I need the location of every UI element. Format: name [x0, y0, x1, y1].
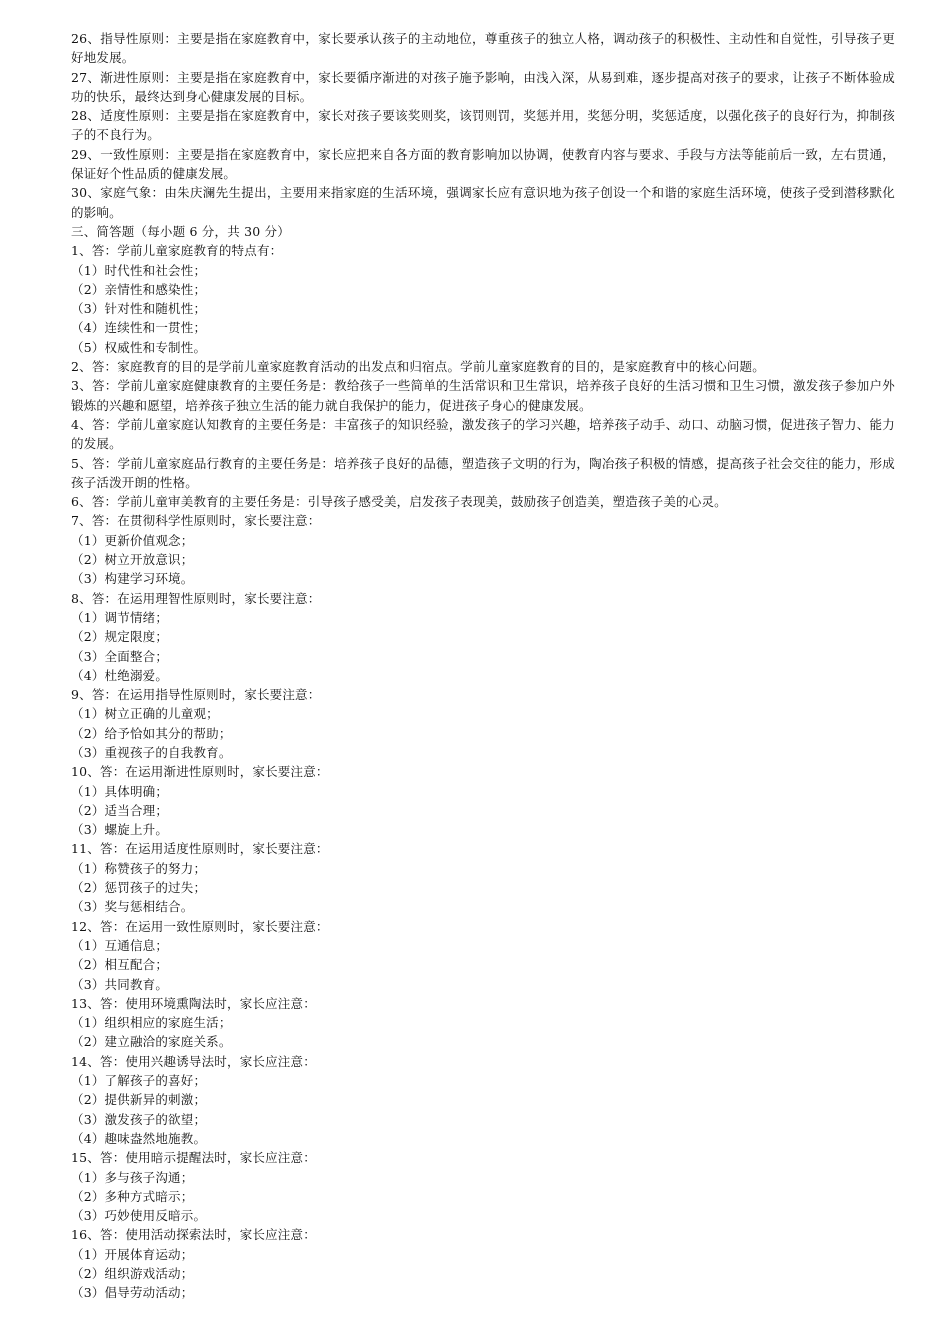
text-line: （2）建立融洽的家庭关系。 [71, 1034, 232, 1050]
text-line: （2）组织游戏活动； [71, 1266, 194, 1281]
text-line: （1）称赞孩子的努力； [71, 860, 207, 876]
text-line: 6、答：学前儿童审美教育的主要任务是：引导孩子感受美，启发孩子表现美，鼓励孩子创造美，塑造孩子美的心灵。 [71, 494, 727, 510]
text-line: （1）具体明确； [71, 783, 169, 799]
text-line: 29、一致性原则：主要是指在家庭教育中，家长应把来自各方面的教育影响加以协调，使教育内容与要求、手段与方法等能前后一致，左右贯通，保证好个性品质的健康发展。 [71, 146, 895, 182]
text-line: 8、答：在运用理智性原则时，家长要注意： [71, 590, 321, 606]
text-line: （1）更新价值观念； [71, 532, 194, 548]
text-line: 14、答：使用兴趣诱导法时，家长应注意： [71, 1053, 316, 1069]
text-line: （2）相互配合； [71, 957, 169, 973]
text-line: （3）奖与惩相结合。 [71, 899, 194, 915]
text-line: （3）共同教育。 [71, 976, 169, 992]
text-line: （1）时代性和社会性； [71, 262, 207, 278]
text-line: （1）多与孩子沟通； [71, 1169, 194, 1185]
text-line: 2、答：家庭教育的目的是学前儿童家庭教育活动的出发点和归宿点。学前儿童家庭教育的目的，是家庭教育中的核心问题。 [71, 359, 765, 375]
text-line: （3）针对性和随机性； [71, 301, 207, 317]
text-line: （4）杜绝溺爱。 [71, 667, 169, 683]
text-line: （1）树立正确的儿童观； [71, 706, 219, 722]
text-line: （3）构建学习环境。 [71, 571, 194, 587]
text-line: （3）螺旋上升。 [71, 822, 169, 838]
text-line: 5、答：学前儿童家庭品行教育的主要任务是：培养孩子良好的品德，塑造孩子文明的行为，陶冶孩子积极的情感，提高孩子社会交往的能力，形成孩子活泼开朗的性格。 [71, 455, 895, 490]
text-line: （1）开展体育运动； [71, 1246, 194, 1262]
text-line: 26、指导性原则：主要是指在家庭教育中，家长要承认孩子的主动地位，尊重孩子的独立人格，调动孩子的积极性、主动性和自觉性，引导孩子更好地发展。 [71, 31, 895, 66]
text-line: （1）互通信息； [71, 937, 169, 953]
text-line: （2）给予恰如其分的帮助； [71, 725, 232, 741]
text-line: （2）亲情性和感染性； [71, 281, 207, 297]
text-line: 16、答：使用活动探索法时，家长应注意： [71, 1227, 316, 1243]
text-line: 27、渐进性原则：主要是指在家庭教育中，家长要循序渐进的对孩子施予影响，由浅入深，从易到难，逐步提高对孩子的要求，让孩子不断体验成功的快乐，最终达到身心健康发展的目标。 [71, 69, 895, 104]
text-line: 7、答：在贯彻科学性原则时，家长要注意： [71, 513, 321, 529]
text-line: 1、答：学前儿童家庭教育的特点有： [71, 243, 283, 259]
text-line: （1）调节情绪； [71, 609, 169, 625]
text-line: 9、答：在运用指导性原则时，家长要注意： [71, 687, 321, 703]
text-line: 13、答：使用环境熏陶法时，家长应注意： [71, 995, 316, 1011]
text-line: （3）全面整合； [71, 648, 169, 664]
text-line: 3、答：学前儿童家庭健康教育的主要任务是：教给孩子一些简单的生活常识和卫生常识，培养孩子良好的生活习惯和卫生习惯，激发孩子参加户外锻炼的兴趣和愿望，培养孩子独立生活的能力就自我保护的能力，促进孩子身心的健康发展。 [71, 378, 895, 413]
text-line: （4）趣味盎然地施教。 [71, 1130, 207, 1146]
text-line: （2）惩罚孩子的过失； [71, 880, 207, 896]
text-line: 4、答：学前儿童家庭认知教育的主要任务是：丰富孩子的知识经验，激发孩子的学习兴趣，培养孩子动手、动口、动脑习惯，促进孩子智力、能力的发展。 [71, 416, 895, 452]
text-line: （2）树立开放意识； [71, 552, 194, 568]
text-line: （1）组织相应的家庭生活； [71, 1015, 232, 1031]
text-line: 28、适度性原则：主要是指在家庭教育中，家长对孩子要该奖则奖，该罚则罚，奖惩并用，奖惩分明，奖惩适度，以强化孩子的良好行为，抑制孩子的不良行为。 [71, 108, 895, 143]
text-line: （3）巧妙使用反暗示。 [71, 1208, 207, 1224]
text-line: 30、家庭气象：由朱庆澜先生提出，主要用来指家庭的生活环境，强调家长应有意识地为孩子创设一个和谐的家庭生活环境，使孩子受到潜移默化的影响。 [71, 185, 895, 220]
text-line: （4）连续性和一贯性； [71, 320, 207, 336]
text-line: 11、答：在运用适度性原则时，家长要注意： [71, 841, 329, 857]
text-line: （1）了解孩子的喜好； [71, 1073, 207, 1089]
text-line: 12、答：在运用一致性原则时，家长要注意： [71, 918, 329, 934]
text-line: （2）适当合理； [71, 802, 169, 818]
text-line: （2）多种方式暗示； [71, 1188, 194, 1204]
text-line: 10、答：在运用渐进性原则时，家长要注意： [71, 764, 329, 780]
text-line: （2）规定限度； [71, 629, 169, 645]
text-line: （2）提供新异的刺激； [71, 1092, 207, 1108]
text-line: （5）权威性和专制性。 [71, 339, 207, 355]
text-line: 三、简答题（每小题 6 分，共 30 分） [71, 223, 290, 239]
text-line: 15、答：使用暗示提醒法时，家长应注意： [71, 1150, 316, 1166]
text-line: （3）激发孩子的欲望； [71, 1111, 207, 1127]
document-page [71, 29, 895, 1303]
text-line: （3）倡导劳动活动； [71, 1285, 194, 1301]
text-line: （3）重视孩子的自我教育。 [71, 744, 232, 760]
